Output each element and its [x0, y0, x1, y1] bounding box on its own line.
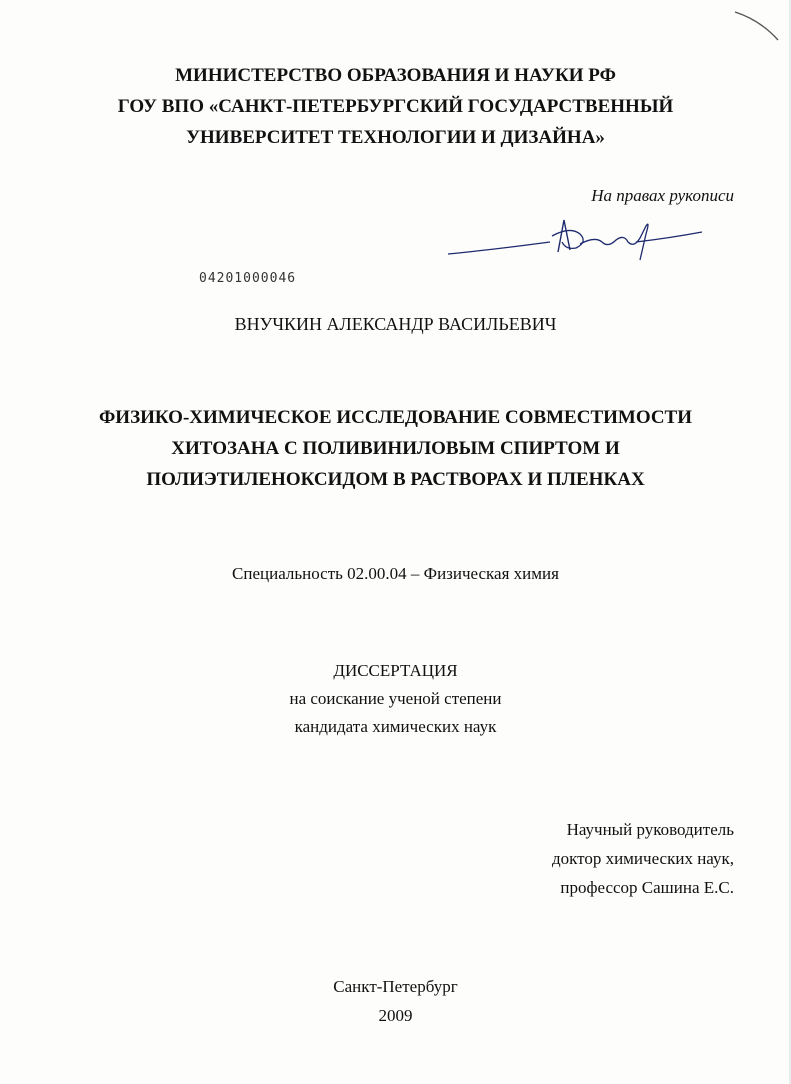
- footer: [0, 972, 791, 1030]
- title-line-2: ХИТОЗАНА С ПОЛИВИНИЛОВЫМ СПИРТОМ И: [171, 438, 620, 459]
- specialty: Специальность 02.00.04 – Физическая химия: [232, 564, 559, 583]
- thesis-title: [0, 402, 791, 495]
- supervisor-degree: доктор химических наук,: [551, 849, 734, 868]
- university-line-1: ГОУ ВПО «САНКТ-ПЕТЕРБУРГСКИЙ ГОСУДАРСТВЕННЫЙ: [117, 96, 674, 117]
- dissertation-block: [0, 657, 791, 741]
- handwritten-signature: [440, 212, 710, 262]
- library-stamp-number: 04201000046: [199, 271, 297, 286]
- footer-city: Санкт-Петербург: [333, 977, 458, 996]
- ministry-line: МИНИСТЕРСТВО ОБРАЗОВАНИЯ И НАУКИ РФ: [175, 65, 616, 86]
- dissertation-type: ДИССЕРТАЦИЯ: [333, 661, 458, 680]
- dissertation-purpose: на соискание ученой степени: [289, 689, 502, 708]
- dissertation-degree: кандидата химических наук: [294, 717, 497, 736]
- supervisor-name: профессор Сашина Е.С.: [560, 878, 734, 897]
- footer-year: 2009: [378, 1006, 413, 1025]
- manuscript-note: На правах рукописи: [591, 186, 734, 205]
- title-line-1: ФИЗИКО-ХИМИЧЕСКОЕ ИССЛЕДОВАНИЕ СОВМЕСТИМОСТИ: [98, 407, 693, 428]
- supervisor-role: Научный руководитель: [566, 820, 734, 839]
- scan-corner-mark: [0, 0, 791, 60]
- author-name: ВНУЧКИН АЛЕКСАНДР ВАСИЛЬЕВИЧ: [234, 314, 557, 334]
- title-line-3: ПОЛИЭТИЛЕНОКСИДОМ В РАСТВОРАХ И ПЛЕНКАХ: [146, 469, 645, 490]
- institution-header: [0, 60, 791, 153]
- supervisor-block: [552, 815, 734, 902]
- university-line-2: УНИВЕРСИТЕТ ТЕХНОЛОГИИ И ДИЗАЙНА»: [186, 127, 605, 148]
